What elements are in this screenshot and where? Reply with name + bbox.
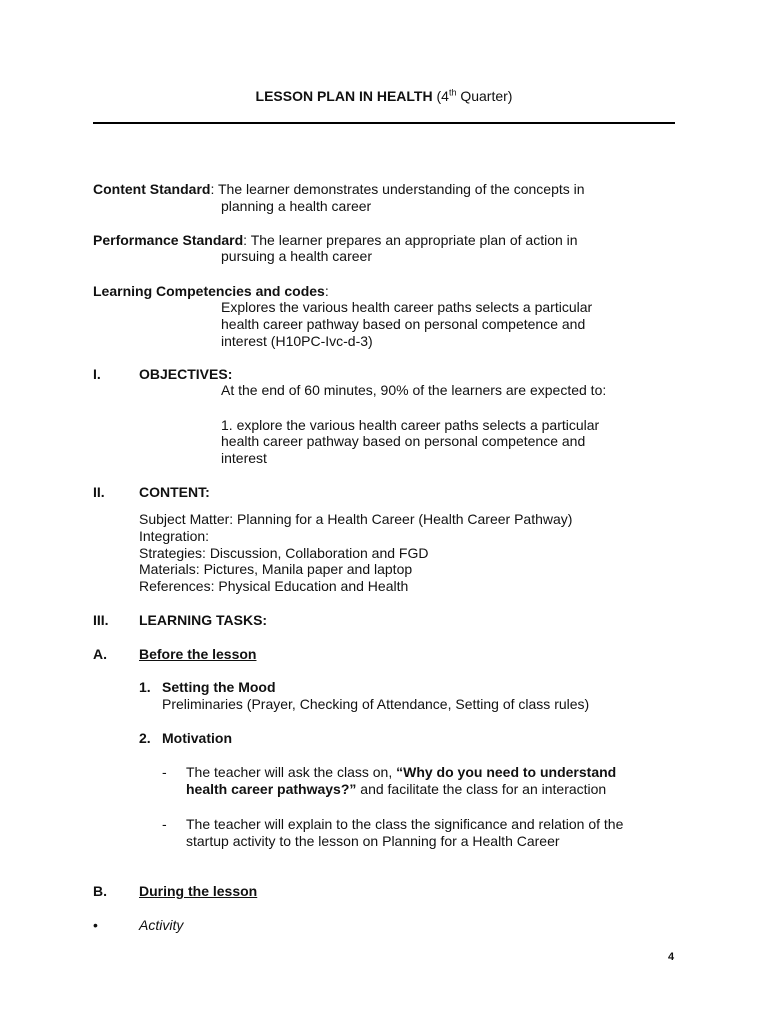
title-divider [93,122,675,124]
setting-mood-number: 1. [139,679,151,695]
motivation-heading: Motivation [162,730,232,746]
content-number: II. [93,484,105,500]
motivation-number: 2. [139,730,151,746]
learning-tasks-number: III. [93,612,109,628]
competencies-line-1: Explores the various health career paths selects a particular [221,299,593,315]
before-lesson-heading: Before the lesson [139,646,257,662]
objectives-intro: At the end of 60 minutes, 90% of the learners are expected to: [221,382,607,398]
performance-standard-cont: pursuing a health career [221,248,372,264]
motivation-bullet-1-cont: health career pathways?” and facilitate the class for an interaction [186,781,607,797]
content-heading: CONTENT: [139,484,210,500]
setting-mood-text: Preliminaries (Prayer, Checking of Attendance, Setting of class rules) [162,696,590,712]
objectives-number: I. [93,366,101,382]
objective-1-line-1: 1. explore the various health career paths selects a particular [221,417,600,433]
motivation-bullet-1-dash: - [162,764,167,780]
competencies-heading: Learning Competencies and codes: [93,283,329,299]
objective-1-line-2: health career pathway based on personal competence and [221,433,586,449]
learning-tasks-heading: LEARNING TASKS: [139,612,268,628]
materials: Materials: Pictures, Manila paper and laptop [139,561,413,577]
before-lesson-letter: A. [93,646,107,662]
content-standard: Content Standard: The learner demonstrates understanding of the concepts in [93,181,585,197]
during-lesson-heading: During the lesson [139,883,258,899]
page-title: LESSON PLAN IN HEALTH (4th Quarter) [255,87,513,104]
activity-label: Activity [139,917,184,933]
bullet-icon: • [93,917,98,933]
content-standard-cont: planning a health career [221,198,372,214]
subject-matter: Subject Matter: Planning for a Health Career (Health Career Pathway) [139,511,573,527]
integration: Integration: [139,528,210,544]
page-number: 4 [668,951,675,963]
motivation-bullet-2-dash: - [162,816,167,832]
motivation-bullet-2-cont: startup activity to the lesson on Planning for a Health Career [186,833,560,849]
references: References: Physical Education and Health [139,578,409,594]
during-lesson-letter: B. [93,883,107,899]
competencies-line-2: health career pathway based on personal competence and [221,316,586,332]
objective-1-line-3: interest [221,450,267,466]
motivation-bullet-2: The teacher will explain to the class the significance and relation of the [186,816,624,832]
competencies-line-3: interest (H10PC-Ivc-d-3) [221,333,373,349]
motivation-bullet-1: The teacher will ask the class on, “Why do you need to understand [186,764,617,780]
setting-mood-heading: Setting the Mood [162,679,276,695]
performance-standard: Performance Standard: The learner prepares an appropriate plan of action in [93,232,578,248]
objectives-heading: OBJECTIVES: [139,366,233,382]
strategies: Strategies: Discussion, Collaboration and FGD [139,545,429,561]
